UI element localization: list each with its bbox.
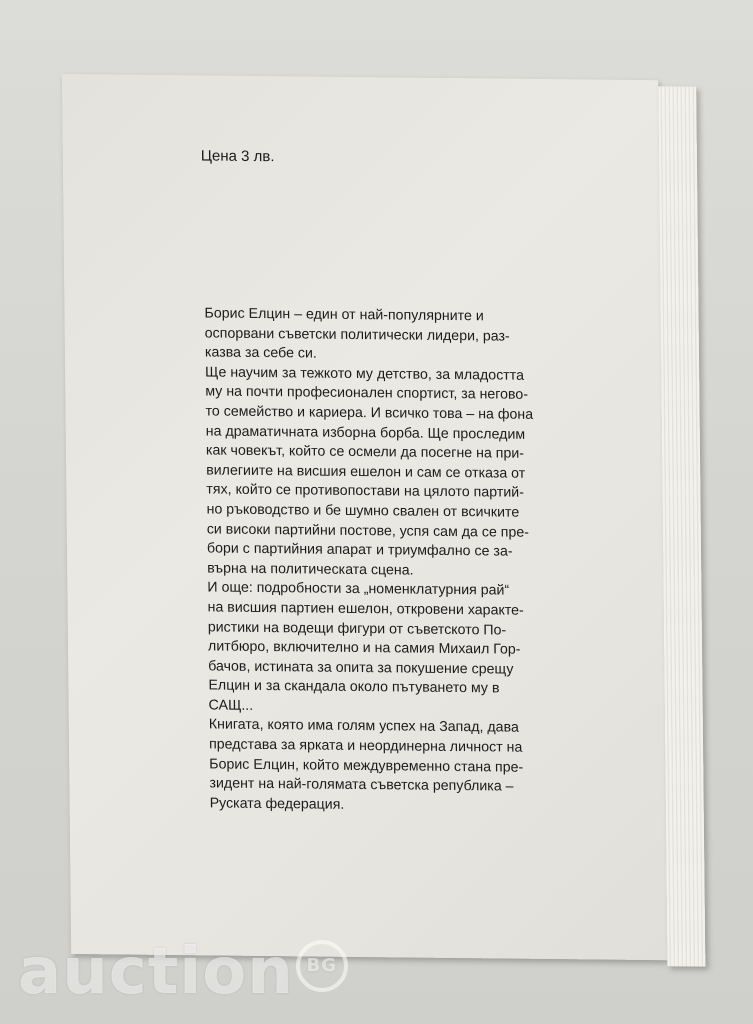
blurb-line: представа за ярката и неординерна личност на <box>208 736 523 756</box>
blurb-line: Ще научим за тежкото му детство, за младостта <box>205 364 525 384</box>
blurb-line: Руската федерация. <box>209 795 345 813</box>
blurb-line: как човекът, който се осмели да посегне на при- <box>205 442 525 462</box>
blurb-line: зидент на най-голямата съветска република – <box>209 775 514 795</box>
blurb-text <box>204 304 621 818</box>
blurb-line: му на почти професионален спортист, за негово- <box>205 383 529 404</box>
blurb-line: Борис Елцин – един от най-популярните и <box>204 305 484 325</box>
blurb-line: върна на политическата сцена. <box>207 560 414 579</box>
blurb-line: на драматичната изборна борба. Ще проследим <box>205 423 526 443</box>
blurb-line: Елцин и за скандала около пътуването му в <box>208 677 500 697</box>
blurb-line: то семейство и кариера. И всичко това – на фона <box>205 403 534 423</box>
blurb-line: Книгата, която има голям успех на Запад, дава <box>208 716 519 737</box>
blurb-line: бори с партийния апарат и триумфално се за- <box>206 540 513 560</box>
book-back-cover <box>62 74 707 975</box>
watermark-text: auction <box>18 935 294 1009</box>
blurb-line: вилегиите на висшия ешелон и сам се отказа от <box>206 462 526 482</box>
blurb-line: САЩ... <box>208 697 254 714</box>
blurb-line: си високи партийни постове, успя сам да се пре- <box>206 520 530 541</box>
blurb-line: ристики на водещи фигури от съветското По- <box>207 618 507 639</box>
blurb-line: на висшия партиен ешелон, откровени характе- <box>207 599 524 619</box>
watermark-badge: BG <box>296 940 348 992</box>
blurb-line: тях, който се противопостави на цялото партий- <box>206 481 524 502</box>
blurb-line: но ръководство и бе шумно свален от всичките <box>206 501 520 521</box>
blurb-line: Борис Елцин, който междувременно стана пре- <box>209 756 524 776</box>
blurb-line: бачов, истината за опита за покушение срещу <box>208 658 514 678</box>
blurb-line: литбюро, включително и на самия Михаил Гор- <box>207 638 521 658</box>
cover-surface <box>62 74 667 960</box>
price-label: Цена 3 лв. <box>200 147 275 166</box>
blurb-line: И още: подробности за „номенклатурния рай“ <box>207 579 510 599</box>
blurb-line: казва за себе си. <box>204 344 317 362</box>
page-edges <box>658 86 705 966</box>
auction-watermark <box>18 935 348 1009</box>
blurb-line: оспорвани съветски политически лидери, раз- <box>204 325 510 345</box>
